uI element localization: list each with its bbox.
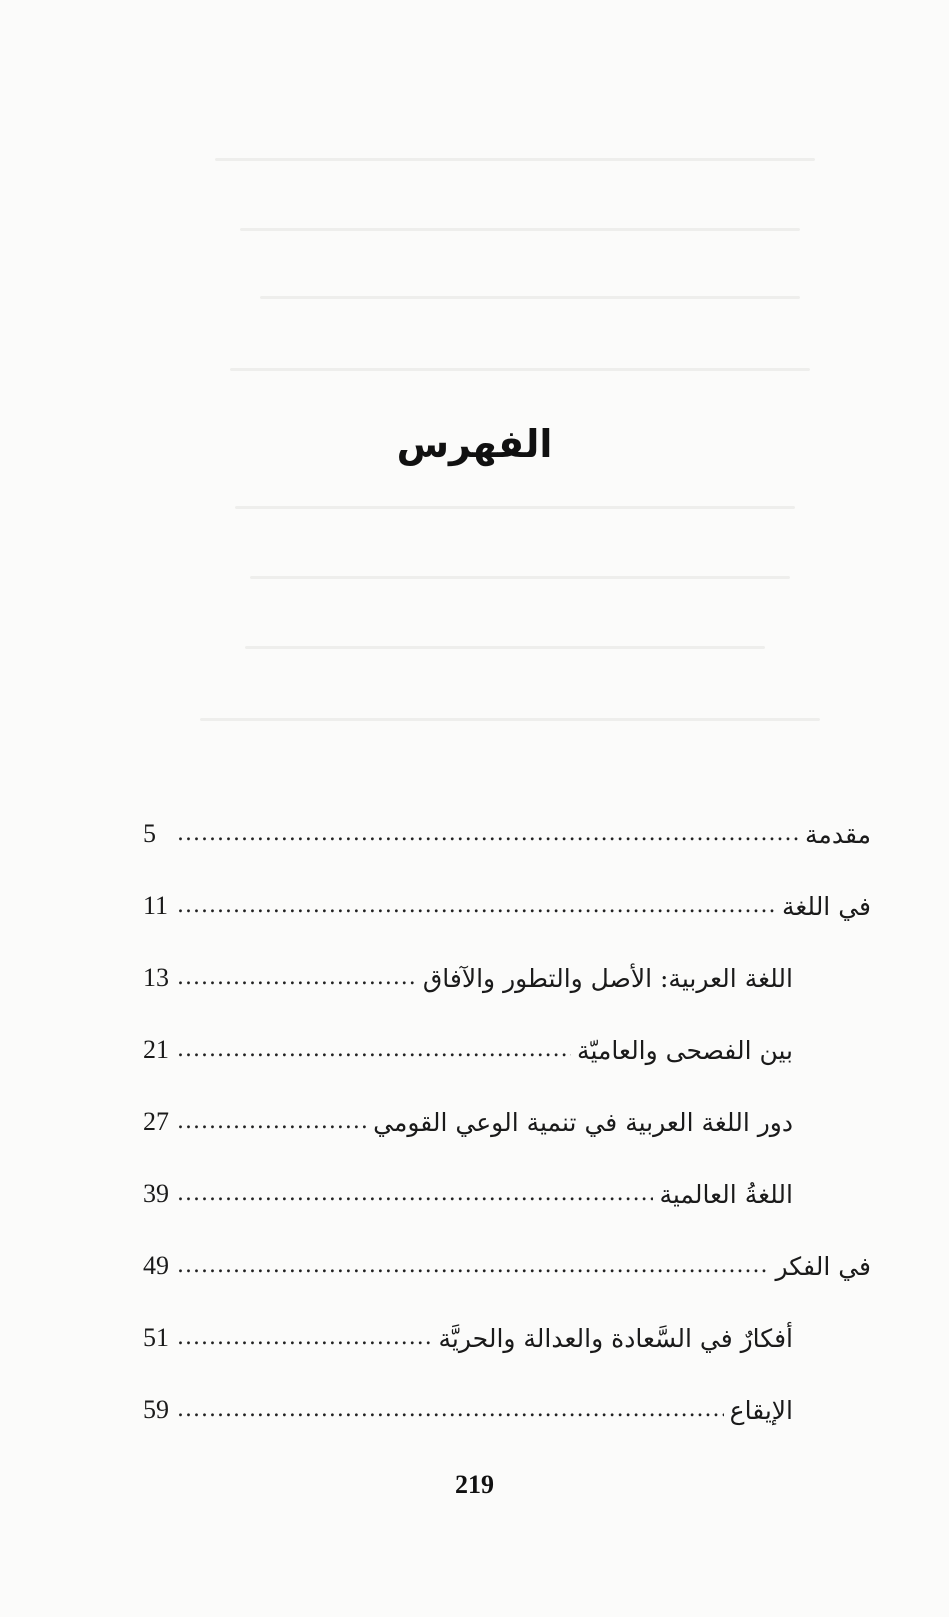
bleed-through-line (250, 576, 790, 579)
bleed-through-line (240, 228, 800, 231)
toc-entry (143, 942, 871, 1014)
toc-entry-title: الإيقاع (729, 1395, 793, 1425)
dot-leader (177, 1111, 367, 1133)
toc-entry (143, 1302, 871, 1374)
dot-leader (177, 1399, 724, 1421)
bleed-through-line (215, 158, 815, 161)
toc-entry-page: 21 (143, 1035, 169, 1064)
toc-entry-title: مقدمة (805, 819, 871, 849)
toc-entry (143, 1086, 871, 1158)
toc-entry (143, 1014, 871, 1086)
dot-leader (177, 1255, 769, 1277)
toc-entry-page: 59 (143, 1395, 169, 1424)
bleed-through-line (230, 368, 810, 371)
toc-entry-title: اللغةُ العالمية (659, 1179, 793, 1209)
toc-entry-page: 11 (143, 891, 169, 920)
toc-entry-page: 5 (143, 819, 156, 848)
dot-leader (177, 895, 776, 917)
bleed-through-line (245, 646, 765, 649)
toc-entry (143, 1374, 871, 1446)
dot-leader (177, 967, 417, 989)
toc-entry-title: في الفكر (775, 1251, 871, 1281)
toc-entry-title: أفكارٌ في السَّعادة والعدالة والحريَّة (438, 1323, 793, 1353)
toc-entry-title: اللغة العربية: الأصل والتطور والآفاق (422, 963, 793, 993)
dot-leader (177, 823, 799, 845)
toc-entry-page: 39 (143, 1179, 169, 1208)
toc-entry-title: دور اللغة العربية في تنمية الوعي القومي (373, 1107, 793, 1137)
toc-entry (143, 1230, 871, 1302)
dot-leader (177, 1183, 653, 1205)
toc-entry-title: بين الفصحى والعاميّة (577, 1035, 793, 1065)
toc-entry-title: في اللغة (781, 891, 871, 921)
bleed-through-line (235, 506, 795, 509)
toc-entry-page: 51 (143, 1323, 169, 1352)
toc-entry (143, 798, 871, 870)
bleed-through-line (260, 296, 800, 299)
toc-entry-page: 13 (143, 963, 169, 992)
toc-entry-page: 49 (143, 1251, 169, 1280)
dot-leader (177, 1327, 433, 1349)
page-number: 219 (455, 1470, 494, 1499)
page-title: الفهرس (396, 422, 553, 466)
table-of-contents (143, 798, 871, 1446)
toc-entry (143, 1158, 871, 1230)
bleed-through-line (200, 718, 820, 721)
toc-entry (143, 870, 871, 942)
toc-entry-page: 27 (143, 1107, 169, 1136)
dot-leader (177, 1039, 571, 1061)
